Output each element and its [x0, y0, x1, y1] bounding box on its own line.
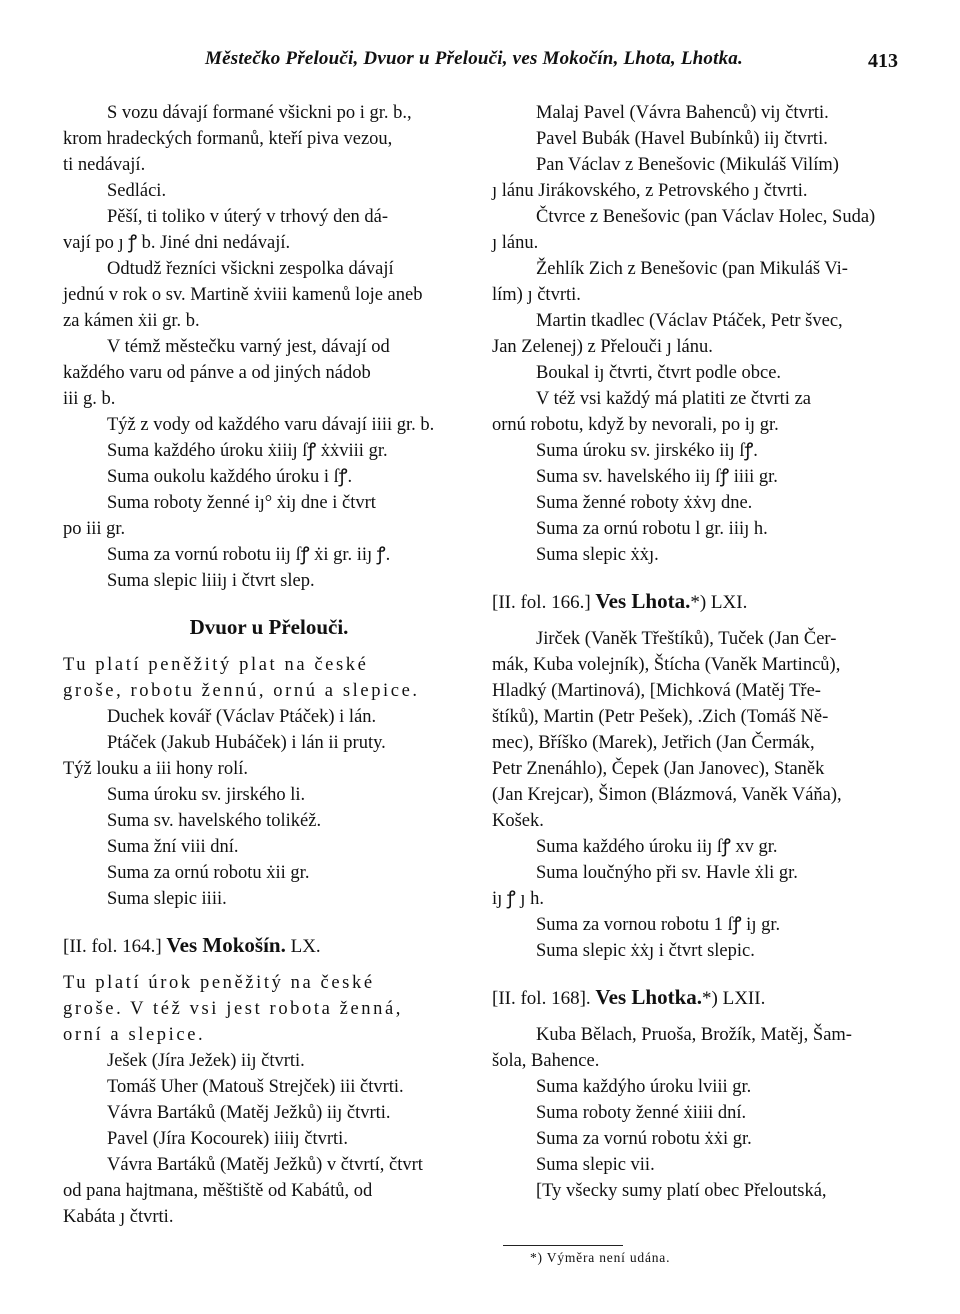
text-line: Suma slepic ẋẋȷ i čtvrt slepic.	[536, 941, 755, 961]
left-column	[63, 100, 475, 1230]
text-line: ornú robotu, když by nevorali, po iȷ gr.	[492, 415, 779, 435]
text-line: Suma slepic ẋẋȷ.	[536, 545, 659, 565]
text-line: štíků), Martin (Petr Pešek), .Zich (Tomáš Ně-	[492, 707, 829, 727]
text-line: krom hradeckých formanů, kteří piva vezou,	[63, 129, 393, 149]
text-line: Odtudž řezníci všickni zespolka dávají	[107, 259, 394, 279]
text-line: Suma za vornú robotu ẋẋi gr.	[536, 1129, 752, 1149]
text-line: Suma za ornú robotu ẋii gr.	[107, 863, 310, 883]
text-line: lím) ȷ čtvrti.	[492, 285, 581, 305]
text-line: Vávra Bartáků (Matěj Ježků) iiȷ čtvrti.	[107, 1103, 391, 1123]
text-line: Jan Zelenej) z Přelouči ȷ lánu.	[492, 337, 713, 357]
right-top-text	[492, 100, 900, 568]
text-line: Suma ženné roboty ẋẋvȷ dne.	[536, 493, 753, 513]
page-number: 413	[868, 50, 898, 72]
text-line: Suma za vornú robotu iiȷ ſꝭ ẋi gr. iiȷ ꝭ.	[107, 545, 391, 565]
text-line: Pan Václav z Benešovic (Mikuláš Vilím)	[536, 155, 839, 175]
text-line: Ptáček (Jakub Hubáček) i lán ii pruty.	[107, 733, 386, 753]
text-line: Pěší, ti toliko v úterý v trhový den dá-	[107, 207, 389, 227]
text-line: šola, Bahence.	[492, 1051, 600, 1071]
lhota-entries	[492, 626, 900, 964]
text-line: Suma za vornou robotu 1 ſꝭ iȷ gr.	[536, 915, 781, 935]
village-title: Ves Lhotka.	[595, 985, 703, 1009]
text-line: Tu platí peněžitý plat na české	[63, 655, 369, 675]
left-main-text	[63, 100, 475, 594]
right-column	[492, 100, 900, 1204]
text-line: Suma roboty ženné iȷ° ẋiȷ dne i čtvrt	[107, 493, 376, 513]
text-line: Kabáta ȷ čtvrti.	[63, 1207, 174, 1227]
text-line: groše. V též vsi jest robota ženná,	[63, 999, 403, 1019]
text-line: Vávra Bartáků (Matěj Ježků) v čtvrtí, čtvrt	[107, 1155, 423, 1175]
text-line: groše, robotu žennú, ornú a slepice.	[63, 681, 420, 701]
text-line: Suma každého úroku ẋiiiȷ ſꝭ ẋẋviii gr.	[107, 441, 388, 461]
folio-ref: [II. fol. 168].	[492, 988, 591, 1009]
text-line: (Jan Krejcar), Šimon (Blázmová, Vaněk Váňa),	[492, 785, 842, 805]
text-line: Hladký (Martinová), [Michková (Matěj Tře-	[492, 681, 821, 701]
text-line: Suma úroku sv. jirskéko iiȷ ſꝭ.	[536, 441, 758, 461]
text-line: Tu platí úrok peněžitý na české	[63, 973, 375, 993]
text-line: Suma za ornú robotu l gr. iiiȷ h.	[536, 519, 768, 539]
footnote-divider	[503, 1245, 623, 1246]
text-line: Martin tkadlec (Václav Ptáček, Petr švec,	[536, 311, 843, 331]
running-head: Městečko Přelouči, Dvuor u Přelouči, ves Mokočín, Lhota, Lhotka.	[205, 48, 743, 69]
text-line: Jirček (Vaněk Třeštíků), Tuček (Jan Čer-	[536, 629, 837, 649]
section-heading-mokosin	[63, 930, 475, 960]
text-line: orní a slepice.	[63, 1025, 206, 1045]
footnote-mark: *)	[702, 988, 718, 1009]
section-number: LXII.	[722, 988, 766, 1009]
text-line: Týž louku a iii hony rolí.	[63, 759, 248, 779]
text-line: Suma sv. havelského iiȷ ſꝭ iiii gr.	[536, 467, 778, 487]
text-line: vají po ȷ ꝭ b. Jiné dni nedávají.	[63, 233, 291, 253]
text-line: Suma loučnýho při sv. Havle ẋli gr.	[536, 863, 798, 883]
text-line: od pana hajtmana, měštiště od Kabátů, od	[63, 1181, 373, 1201]
text-line: Pavel Bubák (Havel Bubínků) iiȷ čtvrti.	[536, 129, 828, 149]
text-line: iii g. b.	[63, 389, 116, 409]
section-heading-dvuor: Dvuor u Přelouči.	[189, 615, 349, 639]
text-line: mec), Bříško (Marek), Jetřich (Jan Čermák,	[492, 733, 815, 753]
section-number: LX.	[290, 936, 321, 957]
text-line: Duchek kovář (Václav Ptáček) i lán.	[107, 707, 377, 727]
text-line: Petr Znenáhlo), Čepek (Jan Janovec), Staněk	[492, 759, 825, 779]
text-line: Kuba Bělach, Pruoša, Brožík, Matěj, Šam-	[536, 1025, 852, 1045]
section-heading-lhotka	[492, 982, 900, 1012]
text-line: Suma sv. havelského tolikéž.	[107, 811, 322, 831]
text-line: Suma každého úroku iiȷ ſꝭ xv gr.	[536, 837, 778, 857]
text-line: každého varu od pánve a od jiných nádob	[63, 363, 371, 383]
section-number: LXI.	[710, 592, 748, 613]
lhotka-entries	[492, 1022, 900, 1204]
footnote-mark: *)	[690, 592, 707, 613]
text-line: Čtvrce z Benešovic (pan Václav Holec, Suda)	[536, 207, 876, 227]
text-line: Suma slepic vii.	[536, 1155, 655, 1175]
text-line: ȷ lánu.	[492, 233, 539, 253]
footnote: *) Výměra není udána.	[530, 1250, 671, 1265]
text-line: Suma žní viii dní.	[107, 837, 239, 857]
text-line: Ješek (Jíra Ježek) iiȷ čtvrti.	[107, 1051, 305, 1071]
text-line: Sedláci.	[107, 181, 167, 201]
text-line: po iii gr.	[63, 519, 126, 539]
text-line: mák, Kuba volejník), Štícha (Vaněk Martinců),	[492, 655, 841, 675]
mokosin-intro	[63, 970, 475, 1048]
text-line: Košek.	[492, 811, 544, 831]
text-line: [Ty všecky sumy platí obec Přeloutská,	[536, 1181, 827, 1201]
text-line: Suma slepic liiiȷ i čtvrt slep.	[107, 571, 315, 591]
folio-ref: [II. fol. 164.]	[63, 936, 162, 957]
text-line: Žehlík Zich z Benešovic (pan Mikuláš Vi-	[536, 259, 848, 279]
text-line: Týž z vody od každého varu dávají iiii gr. b.	[107, 415, 435, 435]
text-line: iȷ ꝭ ȷ h.	[492, 889, 544, 909]
text-line: S vozu dávají formané všickni po i gr. b.,	[107, 103, 412, 123]
text-line: ȷ lánu Jirákovského, z Petrovského ȷ čtvrti.	[492, 181, 808, 201]
text-line: Pavel (Jíra Kocourek) iiiiȷ čtvrti.	[107, 1129, 348, 1149]
text-line: Suma každýho úroku lviii gr.	[536, 1077, 752, 1097]
text-line: V témž městečku varný jest, dávají od	[107, 337, 390, 357]
text-line: jednú v rok o sv. Martině ẋviii kamenů loje aneb	[63, 285, 423, 305]
text-line: ti nedávají.	[63, 155, 146, 175]
village-title: Ves Mokošín.	[166, 933, 286, 957]
text-line: Suma roboty ženné ẋiiii dní.	[536, 1103, 747, 1123]
text-line: Suma oukolu každého úroku i ſꝭ.	[107, 467, 353, 487]
folio-ref: [II. fol. 166.]	[492, 592, 591, 613]
dvuor-entries	[63, 704, 475, 912]
dvuor-intro	[63, 652, 475, 704]
text-line: Suma slepic iiii.	[107, 889, 227, 909]
text-line: Tomáš Uher (Matouš Strejček) iii čtvrti.	[107, 1077, 404, 1097]
text-line: V též vsi každý má platiti ze čtvrti za	[536, 389, 811, 409]
village-title: Ves Lhota.	[595, 589, 691, 613]
text-line: Boukal iȷ čtvrti, čtvrt podle obce.	[536, 363, 782, 383]
section-heading-lhota	[492, 586, 900, 616]
text-line: Malaj Pavel (Vávra Bahenců) viȷ čtvrti.	[536, 103, 829, 123]
text-line: za kámen ẋii gr. b.	[63, 311, 200, 331]
text-line: Suma úroku sv. jirského li.	[107, 785, 306, 805]
mokosin-entries	[63, 1048, 475, 1230]
